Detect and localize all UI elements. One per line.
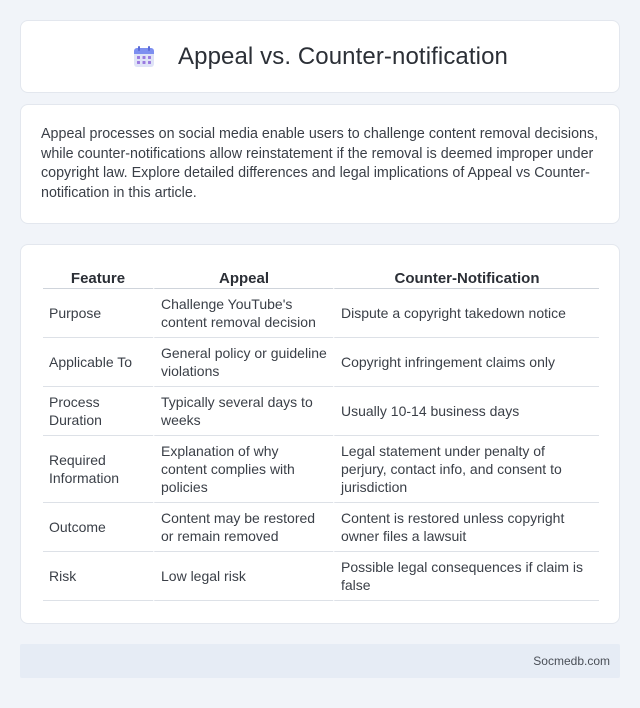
page-title: Appeal vs. Counter-notification	[178, 42, 508, 70]
table-cell-counter-notification: Copyright infringement claims only	[333, 338, 599, 387]
table-cell-appeal: Challenge YouTube's content removal decision	[153, 289, 333, 338]
table-cell-feature: Risk	[43, 552, 153, 601]
comparison-table	[43, 263, 599, 601]
table-cell-appeal: Explanation of why content complies with policies	[153, 436, 333, 503]
table-row	[43, 552, 599, 601]
column-header-feature: Feature	[43, 263, 153, 289]
table-cell-counter-notification: Legal statement under penalty of perjury, contact info, and consent to jurisdiction	[333, 436, 599, 503]
comparison-table-card	[20, 244, 620, 624]
table-cell-counter-notification: Usually 10-14 business days	[333, 387, 599, 436]
table-cell-feature: Outcome	[43, 503, 153, 552]
column-header-counter-notification: Counter-Notification	[333, 263, 599, 289]
table-row	[43, 503, 599, 552]
table-row	[43, 387, 599, 436]
table-row	[43, 289, 599, 338]
table-cell-feature: Process Duration	[43, 387, 153, 436]
table-cell-counter-notification: Possible legal consequences if claim is false	[333, 552, 599, 601]
table-cell-appeal: Typically several days to weeks	[153, 387, 333, 436]
table-cell-feature: Purpose	[43, 289, 153, 338]
footer	[20, 644, 620, 678]
table-cell-counter-notification: Content is restored unless copyright owner files a lawsuit	[333, 503, 599, 552]
table-row	[43, 338, 599, 387]
table-header-row	[43, 263, 599, 289]
footer-site-label: Socmedb.com	[533, 654, 610, 668]
calendar-icon	[132, 45, 156, 69]
table-cell-appeal: Content may be restored or remain removed	[153, 503, 333, 552]
column-header-appeal: Appeal	[153, 263, 333, 289]
table-cell-counter-notification: Dispute a copyright takedown notice	[333, 289, 599, 338]
table-row	[43, 436, 599, 503]
intro-card	[20, 104, 620, 224]
table-cell-feature: Applicable To	[43, 338, 153, 387]
intro-text: Appeal processes on social media enable users to challenge content removal decisions, while counter-notifications allow reinstatement if the removal is deemed improper under copyright law. Explore detailed differences and legal implications of Appeal vs Counter-notification in this article.	[41, 126, 599, 201]
table-cell-appeal: General policy or guideline violations	[153, 338, 333, 387]
title-card	[20, 20, 620, 93]
table-cell-appeal: Low legal risk	[153, 552, 333, 601]
table-cell-feature: Required Information	[43, 436, 153, 503]
